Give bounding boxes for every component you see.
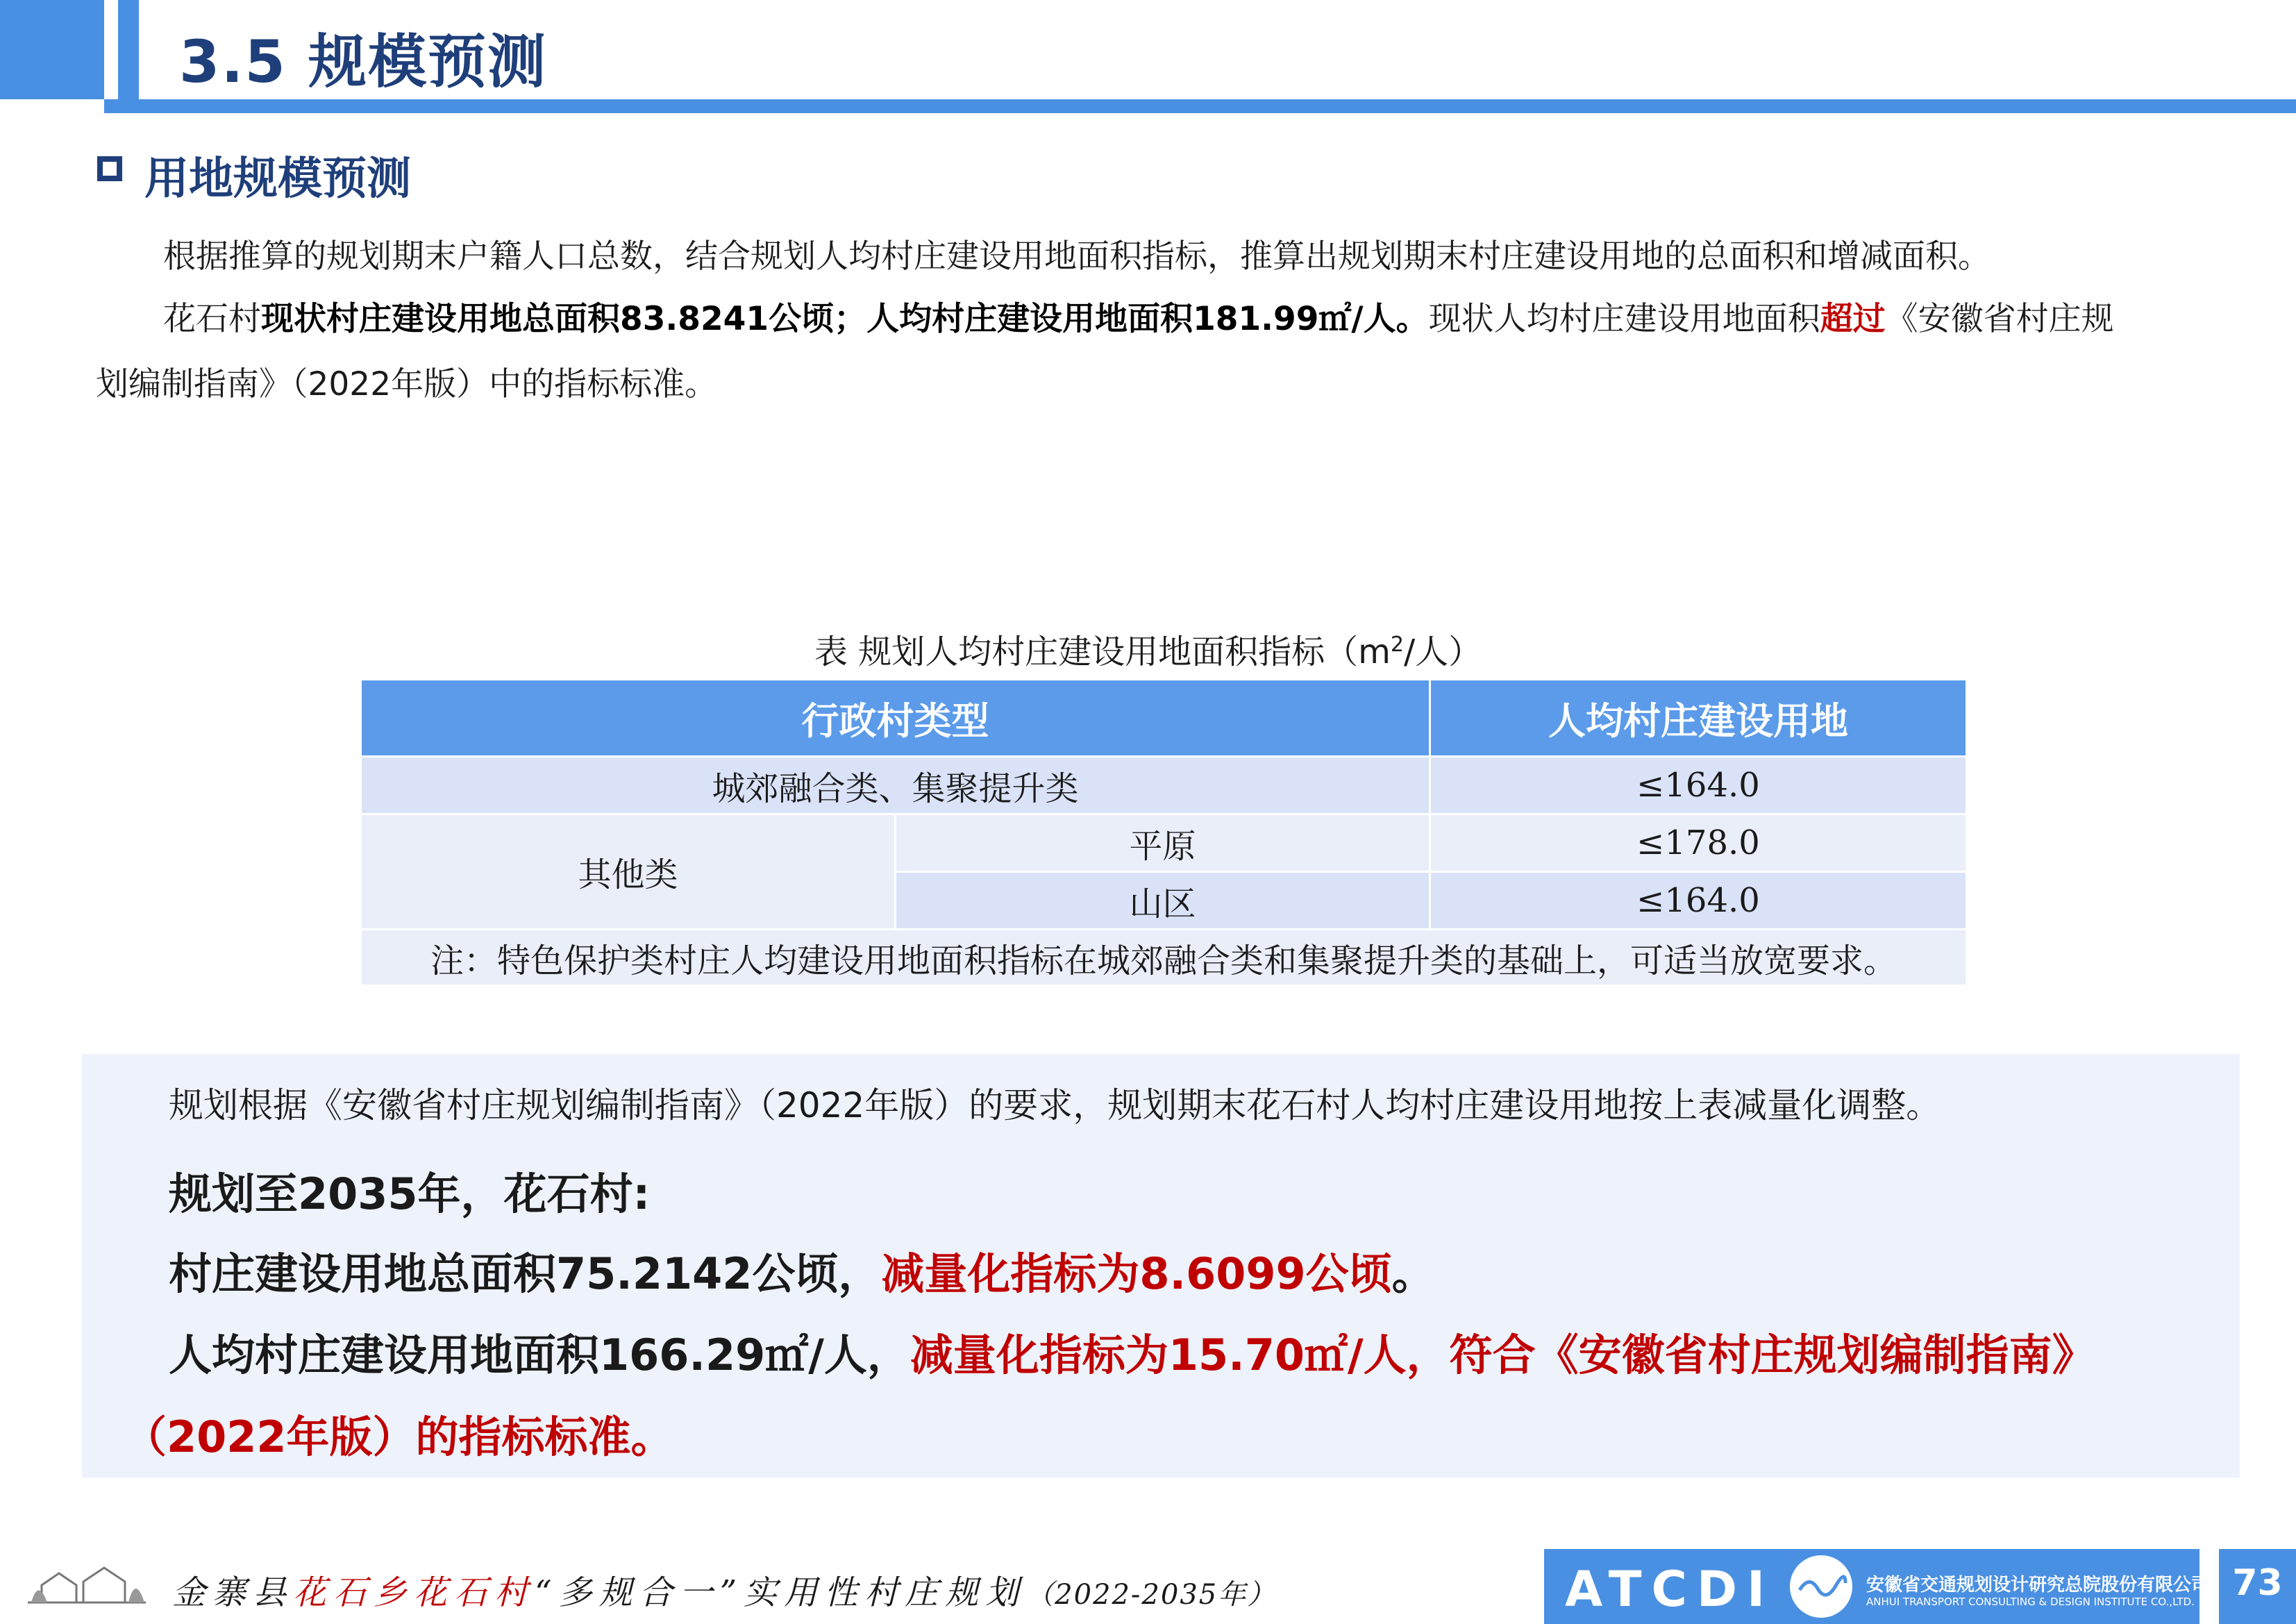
header-accent-block (0, 0, 104, 99)
land-index-table (360, 678, 1968, 987)
table-header-value: 人均村庄建设用地 (1430, 680, 1967, 757)
table-row (361, 757, 1967, 814)
table-caption: 表 规划人均村庄建设用地面积指标（$m^2/$人） (814, 633, 1482, 671)
table-cell-type: 其他类 (361, 814, 896, 930)
table-cell-subtype: 平原 (896, 814, 1430, 872)
summary-line-1: 规划根据《安徽省村庄规划编制指南》（2022年版）的要求，规划期末花石村人均村庄建设用地按上表减量化调整。 (169, 1085, 1941, 1125)
intro-paragraph-3: 划编制指南》（2022年版）中的指标标准。 (96, 365, 718, 403)
summary-line-4: 人均村庄建设用地面积166.29㎡/人，减量化指标为15.70㎡/人，符合《安徽省村庄规划编制指南》 (169, 1330, 2095, 1380)
square-bullet-icon (97, 156, 122, 181)
reduction-total: 减量化指标为8.6099公顷 (881, 1248, 1392, 1299)
table-note: 注：特色保护类村庄人均建设用地面积指标在城郊融合类和集聚提升类的基础上，可适当放宽要求。 (361, 930, 1967, 986)
intro-paragraph-1: 根据推算的规划期末户籍人口总数，结合规划人均村庄建设用地面积指标，推算出规划期末村庄建设用地的总面积和增减面积。 (163, 237, 1991, 276)
summary-line-2: 规划至2035年，花石村: (169, 1169, 651, 1219)
header-accent-stripe (118, 0, 139, 99)
village-sketch-icon (28, 1554, 146, 1609)
intro-paragraph-2 (163, 287, 2218, 351)
logo-company-en: ANHUI TRANSPORT CONSULTING & DESIGN INSTITUTE CO.,LTD. (1866, 1596, 2195, 1608)
summary-line-3: 村庄建设用地总面积75.2142公顷，减量化指标为8.6099公顷。 (169, 1248, 1435, 1299)
table-cell-value: ≤164.0 (1430, 757, 1967, 814)
table-cell-value: ≤178.0 (1430, 814, 1967, 872)
footer-title: 金寨县花石乡花石村“多规合一”实用性村庄规划（2022-2035年） (172, 1573, 1277, 1612)
logo-emblem-icon (1790, 1555, 1852, 1618)
table-row (361, 814, 1967, 872)
reduction-per-capita: 减量化指标为15.70㎡/人，符合《安徽省村庄规划编制指南》 (910, 1330, 2095, 1380)
intro-guide-text: 《安徽省村庄规 (1885, 300, 2114, 338)
logo-wordmark: ATCDI (1565, 1561, 1775, 1618)
table-header-type: 行政村类型 (361, 680, 1430, 757)
page-title: 3.5 规模预测 (179, 28, 548, 96)
table-note-row (361, 930, 1967, 986)
section-title: 用地规模预测 (144, 153, 411, 205)
table-cell-type: 城郊融合类、集聚提升类 (361, 757, 1430, 814)
intro-compare-text: 现状人均村庄建设用地面积 (1428, 300, 1820, 338)
intro-exceed-label: 超过 (1820, 300, 1886, 338)
intro-current-stats: 现状村庄建设用地总面积83.8241公顷；人均村庄建设用地面积181.99㎡/人。 (261, 300, 1429, 338)
summary-line-5: （2022年版）的指标标准。 (124, 1412, 674, 1462)
table-cell-subtype: 山区 (896, 872, 1430, 930)
page-number: 73 (2232, 1562, 2283, 1604)
header-underline (104, 99, 2296, 113)
logo-company-cn: 安徽省交通规划设计研究总院股份有限公司 (1866, 1575, 2210, 1596)
intro-village: 花石村 (163, 300, 261, 338)
table-cell-value: ≤164.0 (1430, 872, 1967, 930)
